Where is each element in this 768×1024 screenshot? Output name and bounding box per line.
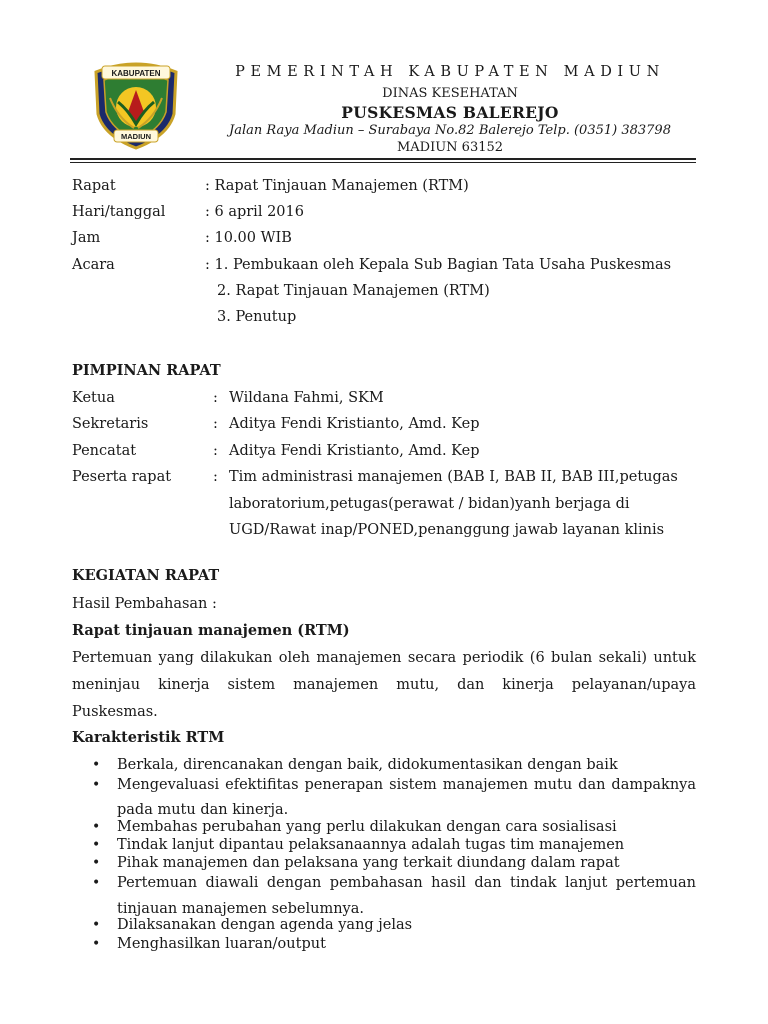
time-value: : 10.00 WIB [205, 230, 292, 246]
secretary-label: Sekretaris [72, 416, 149, 432]
bullet-icon: • [92, 936, 101, 952]
bullet-icon: • [92, 875, 101, 891]
logo-text-top: KABUPATEN [111, 69, 161, 78]
list-item: Menghasilkan luaran/output [117, 936, 326, 952]
results-label: Hasil Pembahasan : [72, 596, 217, 612]
bullet-icon: • [92, 819, 101, 835]
bullet-icon: • [92, 837, 101, 853]
rtm-heading: Rapat tinjauan manajemen (RTM) [72, 622, 350, 639]
rtm-paragraph-line-3: Puskesmas. [72, 704, 158, 720]
kabupaten-madiun-logo [88, 58, 184, 150]
secretary-value: Aditya Fendi Kristianto, Amd. Kep [229, 416, 480, 432]
note-taker-colon: : [213, 443, 218, 459]
note-taker-value: Aditya Fendi Kristianto, Amd. Kep [229, 443, 480, 459]
characteristics-heading: Karakteristik RTM [72, 729, 225, 746]
chair-label: Ketua [72, 390, 115, 406]
bullet-icon: • [92, 855, 101, 871]
participants-label: Peserta rapat [72, 469, 172, 485]
list-item: Pertemuan diawali dengan pembahasan hasil dan tindak lanjut pertemuan [117, 875, 696, 891]
list-item: Dilaksanakan dengan agenda yang jelas [117, 917, 413, 933]
activities-heading: KEGIATAN RAPAT [72, 567, 220, 584]
department-name: DINAS KESEHATAN [382, 86, 518, 101]
agenda-item-1: : 1. Pembukaan oleh Kepala Sub Bagian Tata Usaha Puskesmas [205, 257, 672, 273]
participants-value-line-2: laboratorium,petugas(perawat / bidan)yanh berjaga di [229, 496, 630, 512]
meeting-label: Rapat [72, 178, 116, 194]
logo-text-bottom: MADIUN [121, 132, 151, 141]
letterhead-rule-thick [70, 158, 696, 160]
organization-address: Jalan Raya Madiun – Surabaya No.82 Balerejo Telp. (0351) 383798 [229, 123, 671, 138]
letterhead-rule-thin [70, 162, 696, 163]
list-item-continuation: tinjauan manajemen sebelumnya. [117, 901, 365, 917]
secretary-colon: : [213, 416, 218, 432]
participants-value: Tim administrasi manajemen (BAB I, BAB II, BAB III,petugas [229, 469, 678, 485]
organization-name: PUSKESMAS BALEREJO [341, 103, 559, 122]
date-value: : 6 april 2016 [205, 204, 304, 220]
participants-colon: : [213, 469, 218, 485]
agenda-item-2: 2. Rapat Tinjauan Manajemen (RTM) [217, 283, 490, 299]
list-item: Berkala, direncanakan dengan baik, didokumentasikan dengan baik [117, 757, 618, 773]
list-item: Mengevaluasi efektifitas penerapan sistem manajemen mutu dan dampaknya [117, 777, 696, 793]
note-taker-label: Pencatat [72, 443, 137, 459]
agenda-item-3: 3. Penutup [217, 309, 297, 325]
chair-colon: : [213, 390, 218, 406]
government-name: PEMERINTAH KABUPATEN MADIUN [235, 64, 665, 80]
bullet-icon: • [92, 777, 101, 793]
date-label: Hari/tanggal [72, 204, 166, 220]
list-item: Pihak manajemen dan pelaksana yang terkait diundang dalam rapat [117, 855, 620, 871]
list-item: Tindak lanjut dipantau pelaksanaannya adalah tugas tim manajemen [117, 837, 625, 853]
meeting-value: : Rapat Tinjauan Manajemen (RTM) [205, 178, 469, 194]
agenda-label: Acara [72, 257, 115, 273]
chair-value: Wildana Fahmi, SKM [229, 390, 384, 406]
list-item-continuation: pada mutu dan kinerja. [117, 802, 289, 818]
rtm-paragraph-line-1: Pertemuan yang dilakukan oleh manajemen secara periodik (6 bulan sekali) untuk [72, 650, 696, 666]
leadership-heading: PIMPINAN RAPAT [72, 362, 221, 379]
bullet-icon: • [92, 757, 101, 773]
list-item: Membahas perubahan yang perlu dilakukan dengan cara sosialisasi [117, 819, 617, 835]
participants-value-line-3: UGD/Rawat inap/PONED,penanggung jawab layanan klinis [229, 522, 665, 538]
organization-city: MADIUN 63152 [396, 140, 504, 155]
time-label: Jam [72, 230, 101, 246]
bullet-icon: • [92, 917, 101, 933]
rtm-paragraph-line-2: meninjau kinerja sistem manajemen mutu, dan kinerja pelayanan/upaya [72, 677, 696, 693]
